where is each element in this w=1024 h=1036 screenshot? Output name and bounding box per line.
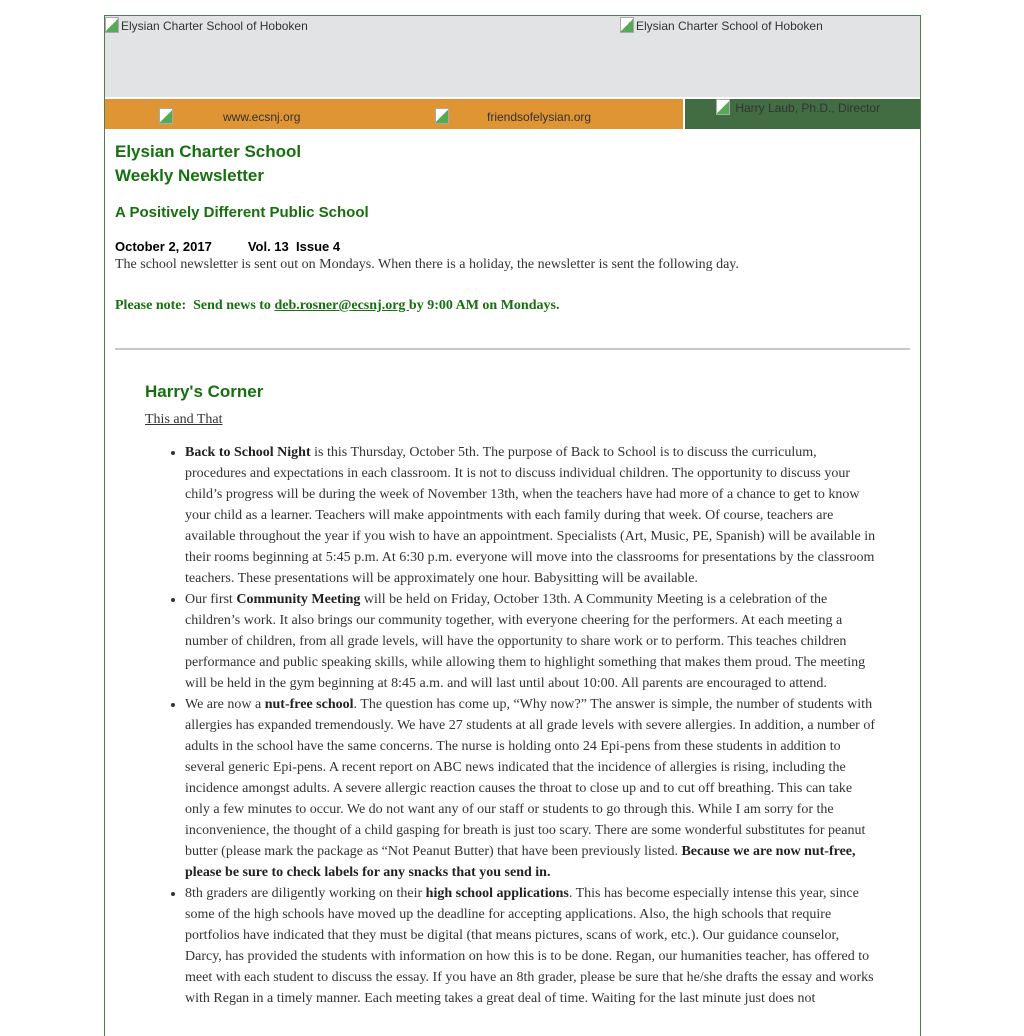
corner-list bbox=[145, 442, 878, 1009]
link-ecsnj-label[interactable]: www.ecsnj.org bbox=[223, 110, 301, 124]
director-image bbox=[716, 99, 880, 115]
corner-subheading: This and That bbox=[145, 412, 223, 427]
list-item bbox=[185, 589, 878, 694]
title-newsletter: Weekly Newsletter bbox=[115, 166, 264, 185]
schedule-text: The school newsletter is sent out on Mondays. When there is a holiday, the newsletter is sent the following day. bbox=[115, 257, 739, 272]
text: 8th graders are diligently working on their bbox=[185, 886, 426, 901]
bold-text: Community Meeting bbox=[236, 592, 361, 607]
divider bbox=[115, 348, 910, 350]
broken-image-icon bbox=[435, 108, 449, 124]
broken-image-icon bbox=[105, 17, 119, 33]
broken-image-icon bbox=[716, 99, 730, 115]
director-label: Harry Laub, Ph.D., Director bbox=[735, 101, 881, 115]
broken-image-icon bbox=[159, 108, 173, 124]
note-text bbox=[115, 295, 910, 316]
text: We are now a bbox=[185, 697, 265, 712]
note-suffix: by 9:00 AM on Mondays. bbox=[408, 298, 560, 313]
issue-volume: Vol. 13 Issue 4 bbox=[247, 239, 341, 254]
title-school: Elysian Charter School bbox=[115, 142, 302, 161]
main-content bbox=[115, 140, 910, 1009]
link-friends-label[interactable]: friendsofelysian.org bbox=[487, 110, 592, 124]
broken-image-icon bbox=[620, 17, 634, 33]
logo-right-image bbox=[620, 17, 823, 33]
text: . This has become especially intense this year, since some of the high schools have moved up the deadline for accepting applications. Also, the high schools that require portfolios have indicated that they must be digital (that means pictures, scans of work, etc.). Our guidance counselor, Darcy, has provided the students with information on how this is to be done. Regan, our humanities teacher, has offered to meet with each student to discuss the essay. If you have an 8th grader, please be sure that he/she drafts the essay and works with Regan in a timely manner. Each meeting takes a great deal of time. Waiting for the last minute just does not bbox=[185, 886, 874, 1006]
corner-heading: Harry's Corner bbox=[145, 382, 264, 401]
header-banner bbox=[105, 16, 920, 97]
logo-right-alt: Elysian Charter School of Hoboken bbox=[636, 19, 823, 33]
logo-left-image bbox=[105, 17, 308, 33]
list-item bbox=[185, 694, 878, 883]
text: . The question has come up, “Why now?” The answer is simple, the number of students with allergies has expanded tremendously. We have 27 students at all grade levels with severe allergies. In addition, a number of adults in the school have the same concerns. The nurse is holding onto 24 Epi-pens from these students in addition to several generic Epi-pens. A recent report on ABC news indicated that the incidence of allergies is rising, including the incidence amongst adults. A severe allergic reaction causes the throat to close up and to cut off breathing. This can take only a few minutes to occur. We do not want any of our staff or students to go through this. While I am sorry for the inconvenience, the thought of a child gasping for breath is just too scary. There are some wonderful substitutes for peanut butter (please mark the package as “Not Peanut Butter) that have been previously listed. bbox=[185, 697, 875, 859]
issue-line bbox=[115, 239, 910, 254]
link-ecsnj[interactable] bbox=[159, 108, 300, 124]
issue-date: October 2, 2017 bbox=[115, 239, 212, 254]
list-item bbox=[185, 442, 878, 589]
link-friends[interactable] bbox=[435, 108, 591, 124]
director-bar bbox=[685, 99, 920, 129]
text: is this Thursday, October 5th. The purpose of Back to School is to discuss the curriculum, procedures and expectations in each classroom. It is not to discuss individual children. The opportunity to discuss your child’s progress will be during the week of November 13th, when the teachers have had more of a chance to get to know your child as a learner. Teachers will make appointments with each family during that week. Of course, teachers are available throughout the year if you wish to have an appointment. Specialists (Art, Music, PE, Spanish) will be available in their rooms beginning at 5:45 p.m. At 6:30 p.m. everyone will move into the classrooms for presentations by the classroom teachers. These presentations will be approximately one hour. Babysitting will be available. bbox=[185, 445, 876, 586]
bold-text: high school applications bbox=[425, 886, 569, 901]
newsletter bbox=[104, 15, 921, 1036]
bold-text: Because we are now nut-free, please be sure to check labels for any snacks that you send in. bbox=[185, 844, 856, 880]
text: will be held on Friday, October 13th. A Community Meeting is a celebration of the children’s work. It also brings our community together, with everyone cheering for the performers. At each meeting a number of children, from all grade levels, will have the opportunity to share work or to perform. This teaches children performance and public speaking skills, while allowing them to highlight something that makes them proud. The meeting will be held in the gym beginning at 8:45 a.m. and will last until about 10:00. All parents are encouraged to attend. bbox=[185, 592, 866, 691]
harrys-corner bbox=[145, 382, 910, 1009]
list-item bbox=[185, 883, 878, 1009]
bold-text: Back to School Night bbox=[185, 445, 311, 460]
tagline: A Positively Different Public School bbox=[115, 204, 369, 221]
email-link[interactable]: deb.rosner@ecsnj.org bbox=[274, 298, 409, 313]
logo-left-alt: Elysian Charter School of Hoboken bbox=[121, 19, 308, 33]
text: Our first bbox=[185, 592, 237, 607]
links-bar bbox=[105, 99, 683, 129]
note-prefix: Please note: Send news to bbox=[115, 298, 275, 313]
bold-text: nut-free school bbox=[264, 697, 354, 712]
